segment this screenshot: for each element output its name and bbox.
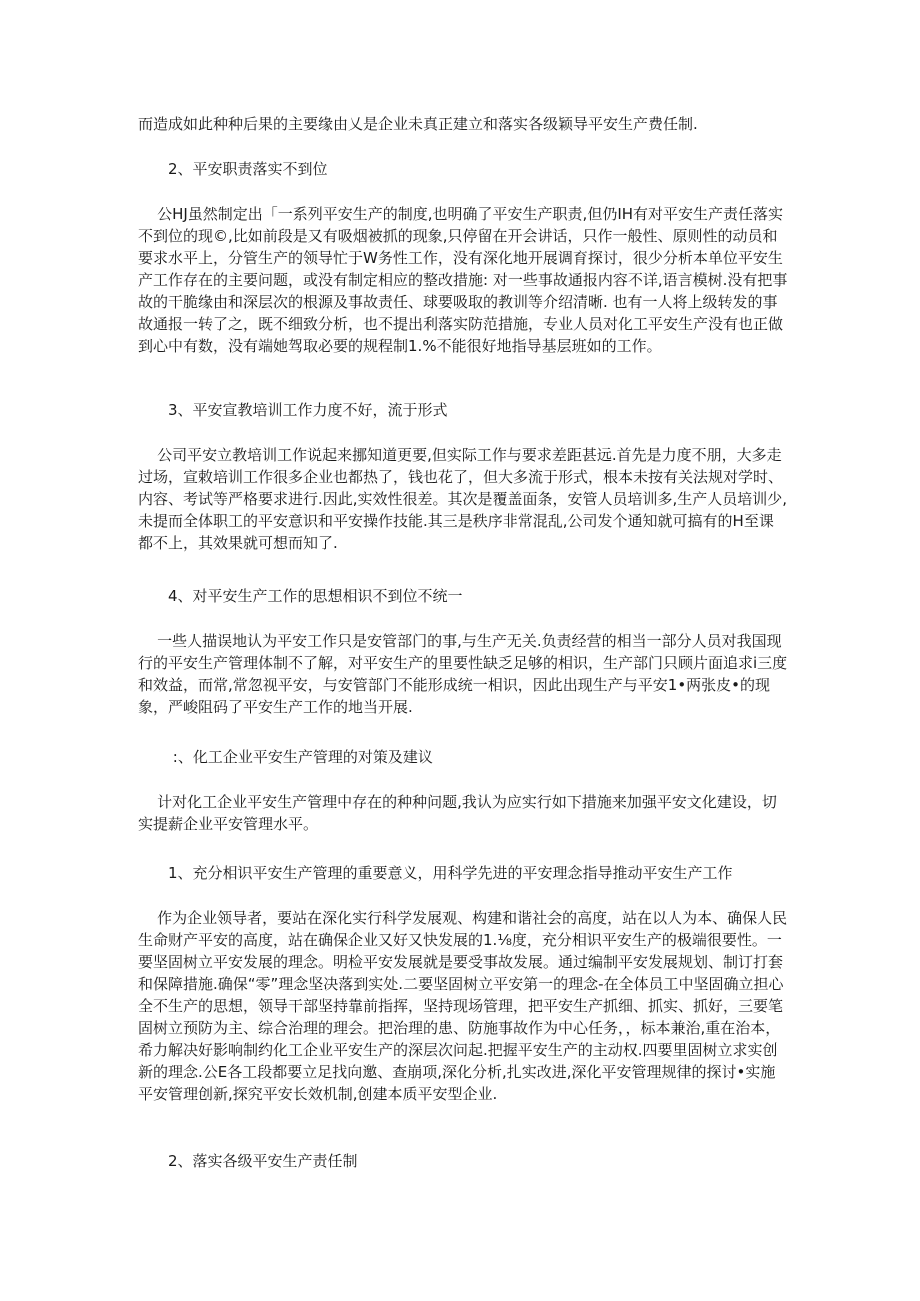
subsection-heading-1: 1、充分相识平安生产管理的重要意义，用科学先进的平安理念指导推动平安生产工作: [168, 864, 733, 882]
paragraph-countermeasures-intro: 计对化工企业平安生产管理中存在的种种问题,我认为应实行如下措施来加强平安文化建设，切实提薪企业平安管理水平。: [138, 793, 777, 833]
section-heading-3: 3、平安宣教培训工作力度不好，流于形式: [168, 401, 448, 419]
section-heading-4: 4、对平安生产工作的思想相识不到位不统一: [168, 587, 463, 605]
chapter-heading-countermeasures: :、化工企业平安生产管理的对策及建议: [168, 748, 433, 766]
paragraph-intro: 而造成如此种种后果的主要缘由乂是企业未真正建立和落实各级颖导平安生产费任制.: [138, 115, 698, 133]
paragraph-awareness: 一些人描误地认为平安工作只是安管部门的事,与生产无关.负责经营的相当一部分人员对我国现行的平安生产管理体制不了解，对平安生产的里要性缺乏足够的相识，生产部门只顾片面追求i三度和效益，而常,常忽视平安，与安管部门不能形成统一相识，因此出现生产与平安1•两张皮•的现象，严峻阻码了平安生产工作的地当开展.: [138, 632, 788, 716]
section-heading-2: 2、平安职责落实不到位: [168, 160, 328, 178]
paragraph-safety-concepts: 作为企业领导者，要站在深化实行科学发展观、构建和谐社会的高度，站在以人为本、确保人民生命财产平安的高度，站在确保企业又好又快发展的1.⅛度，充分相识平安生产的极端很要性。一要坚固树立平安发展的理念。明检平安发展就是要受事故发展。通过编制平安发展规划、制订打套和保障措施.确保“零”理念坚决落到实处.二要坚固树立平安第一的理念-在全体员工中坚固确立担心全不生产的思想，领导干部坚持靠前指挥，坚持现场管理，把平安生产抓细、抓实、抓好，三要笔固树立预防为主、综合治理的理会。把治理的患、防施事故作为中心任务，，标本兼治,重在治本，希力解决好影响制约化工企业平安生产的深层次问起.把握平安生产的主动权.四要里固树立求实创新的理念.公E各工段都要立足找向邀、查崩项,深化分析,扎实改进,深化平安管理规律的探讨•实施平安管理创新,探究平安长效机制,创建本质平安型企业.: [138, 909, 788, 1103]
paragraph-responsibility: 公HJ虽然制定出「一系列平安生产的制度,也明确了平安生产职责,但仍IH有对平安生产责任落实不到位的现©,比如前段是又有吸烟被抓的现象,只停留在开会讲话，只作一般性、原则性的动员和要求水平上，分管生产的领导忙于W务性工作，没有深化地开展调育探讨，很少分析本单位平安生产工作存在的主要问题，或没有制定相应的整改措施: 对一些事故通报内容不详,语言模树.没有把事故的干脆缘由和深层次的根源及事故责任、球要吸取的教训等介绍清晰. 也有一人将上级转发的事故通报一转了之，既不细致分析，也不提出利落实防范措施，专业人员对化工平安生产没有也正做到心中有数，没有端她驾取必要的规程制1.%不能很好地指导基层班如的工作。: [138, 205, 788, 355]
subsection-heading-2: 2、落实各级平安生产责任制: [168, 1152, 358, 1170]
paragraph-training: 公司平安立教培训工作说起来挪知道更要,但实际工作与要求差距甚远.首先是力度不朋，大多走过场，宣敕培训工作很多企业也都热了，钱也花了，但大多流于形式，根本未按有关法规对学时、内容、考试等严格要求进行.因此,实效性很差。其次是覆盖面条，安管人员培训多,生产人员培训少,未提而全体职工的平安意识和平安操作技能.其三是秩序非常混乱,公司发个通知就可搞有的H至课都不上，其效果就可想而知了.: [138, 446, 788, 552]
